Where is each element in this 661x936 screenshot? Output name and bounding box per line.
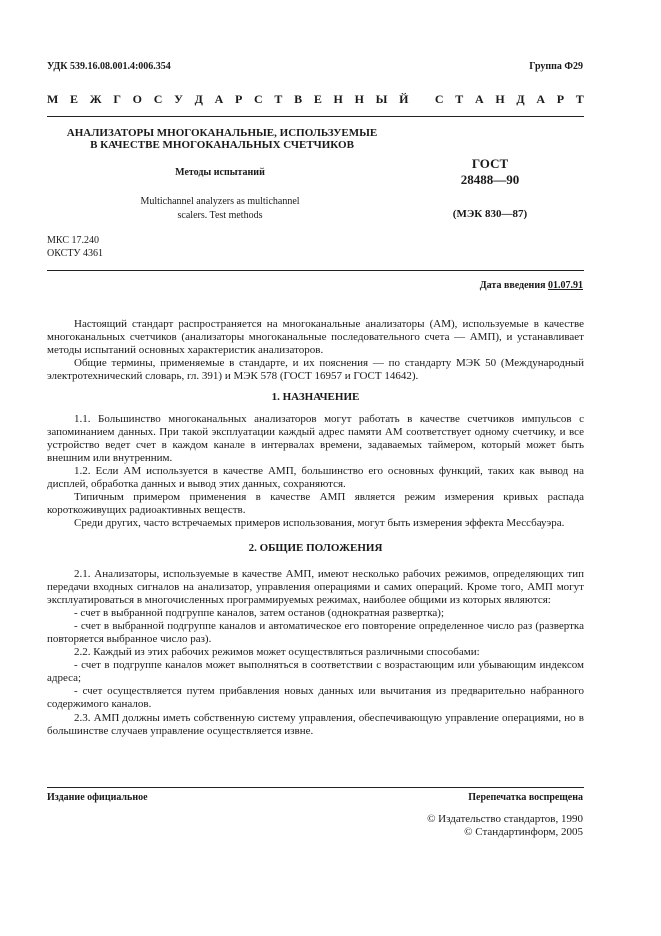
- heading-letter: Р: [234, 92, 243, 106]
- heading-letter: Н: [495, 92, 505, 106]
- heading-letter: А: [474, 92, 484, 106]
- header-divider: [47, 116, 584, 117]
- list-item: - счет осуществляется путем прибавления новых данных или вычитания из предварительно набранного содержимого каналов.: [47, 685, 584, 711]
- heading-letter: А: [214, 92, 224, 106]
- gost-designation: [440, 156, 540, 188]
- heading-letter: Т: [455, 92, 464, 106]
- meta-divider: [47, 270, 584, 271]
- group-code: Группа Ф29: [529, 61, 583, 72]
- document-subtitle: Методы испытаний: [175, 167, 265, 178]
- heading-letter: Ы: [375, 92, 388, 106]
- heading-letter: С: [434, 92, 444, 106]
- gost-number: 28488—90: [460, 172, 520, 187]
- heading-letter: В: [294, 92, 303, 106]
- intro-paragraph: Настоящий стандарт распространяется на многоканальные анализаторы (АМ), используемые в качестве многоканальных счетчиков (анализаторы многоканальные последовательного счета — АМП), и устанавливает методы испытаний основных характеристик анализаторов.: [47, 318, 584, 357]
- heading-letter: Г: [113, 92, 121, 106]
- introduction-date: [480, 280, 583, 291]
- heading-letter: У: [174, 92, 183, 106]
- heading-letter: А: [536, 92, 546, 106]
- english-title: [105, 195, 335, 223]
- body-paragraph: 2.2. Каждый из этих рабочих режимов может осуществляться различными способами:: [74, 646, 480, 659]
- heading-letter: О: [132, 92, 143, 106]
- title-line-1: АНАЛИЗАТОРЫ МНОГОКАНАЛЬНЫЕ, ИСПОЛЬЗУЕМЫЕ: [66, 127, 378, 139]
- document-body: [47, 318, 584, 738]
- heading-letter: Д: [194, 92, 203, 106]
- interstate-standard-heading: [47, 92, 584, 107]
- heading-letter: Й: [399, 92, 409, 106]
- heading-letter: Е: [70, 92, 79, 106]
- okstu-code: ОКСТУ 4361: [47, 248, 104, 259]
- heading-letter: Т: [575, 92, 584, 106]
- date-value: 01.07.91: [548, 280, 583, 291]
- body-paragraph: 1.2. Если АМ используется в качестве АМП, большинство его основных функций, таких как вывод на дисплей, обработка данных и вывод этих данных, сохраняются.: [47, 464, 584, 491]
- english-title-line-1: Multichannel analyzers as multichannel: [140, 196, 300, 207]
- section-heading: 2. ОБЩИЕ ПОЛОЖЕНИЯ: [248, 542, 383, 555]
- heading-letter: Р: [556, 92, 565, 106]
- body-paragraph: 1.1. Большинство многоканальных анализаторов могут работать в качестве счетчиков импульсов с запоминанием данных. При такой эксплуатации каждый адрес памяти АМ соответствует одному счетчику, и все устройство ведет счет в каждом канале в интервалах времени, задаваемых таймером, который может быть внешним или внутренним.: [47, 412, 584, 464]
- copyright-line-2: © Стандартинформ, 2005: [464, 826, 583, 838]
- mks-code: МКС 17.240: [47, 235, 99, 246]
- heading-letter: Ж: [89, 92, 102, 106]
- official-edition-note: Издание официальное: [47, 792, 148, 803]
- heading-letter: Н: [333, 92, 343, 106]
- footer-divider: [47, 787, 584, 788]
- heading-letter: Е: [313, 92, 322, 106]
- list-item: - счет в выбранной подгруппе каналов, затем останов (однократная развертка);: [74, 606, 445, 619]
- document-title: [47, 127, 397, 151]
- udk-code: УДК 539.16.08.001.4:006.354: [47, 61, 171, 72]
- heading-letter: Н: [354, 92, 364, 106]
- heading-letter: [420, 92, 423, 107]
- heading-letter: С: [153, 92, 163, 106]
- section-heading: 1. НАЗНАЧЕНИЕ: [271, 391, 360, 404]
- title-line-2: В КАЧЕСТВЕ МНОГОКАНАЛЬНЫХ СЧЕТЧИКОВ: [90, 139, 354, 151]
- body-paragraph: 2.3. АМП должны иметь собственную систему управления, обеспечивающую управление операциями, но в большинстве случаев управление осуществляется извне.: [47, 711, 584, 737]
- body-paragraph: Типичным примером применения в качестве АМП является режим измерения кривых распада короткоживущих радиоактивных веществ.: [47, 491, 584, 517]
- heading-letter: С: [254, 92, 263, 106]
- classification-codes: [47, 234, 103, 260]
- heading-letter: Д: [516, 92, 525, 106]
- heading-letter: М: [47, 92, 59, 106]
- copyright-line-1: © Издательство стандартов, 1990: [427, 813, 583, 825]
- reprint-prohibited-note: Перепечатка воспрещена: [468, 792, 583, 803]
- list-item: - счет в выбранной подгруппе каналов и автоматическое его повторение определенное число раз (развертка повторяется выбранное число раз).: [47, 619, 584, 645]
- gost-label: ГОСТ: [471, 156, 509, 171]
- body-paragraph: Среди других, часто встречаемых примеров использования, могут быть измерения эффекта Мессбауэра.: [74, 517, 565, 530]
- english-title-line-2: scalers. Test methods: [177, 210, 263, 221]
- list-item: - счет в подгруппе каналов может выполняться в соответствии с возрастающим или убывающим индексом адреса;: [47, 659, 584, 685]
- intro-paragraph: Общие термины, применяемые в стандарте, и их пояснения — по стандарту МЭК 50 (Международный электротехнический словарь, гл. 391) и МЭК 578 (ГОСТ 16957 и ГОСТ 14642).: [47, 357, 584, 383]
- date-label: Дата введения: [479, 280, 546, 291]
- body-paragraph: 2.1. Анализаторы, используемые в качестве АМП, имеют несколько рабочих режимов, определяющих тип передачи входных сигналов на анализатор, управления операциями и самих операций. Кроме того, АМП могут эксплуатироваться в многочисленных программируемых режимах, наиболее общими из которых являются:: [47, 567, 584, 606]
- copyright-block: [427, 813, 583, 839]
- heading-letter: Т: [274, 92, 283, 106]
- iec-reference: (МЭК 830—87): [452, 208, 528, 220]
